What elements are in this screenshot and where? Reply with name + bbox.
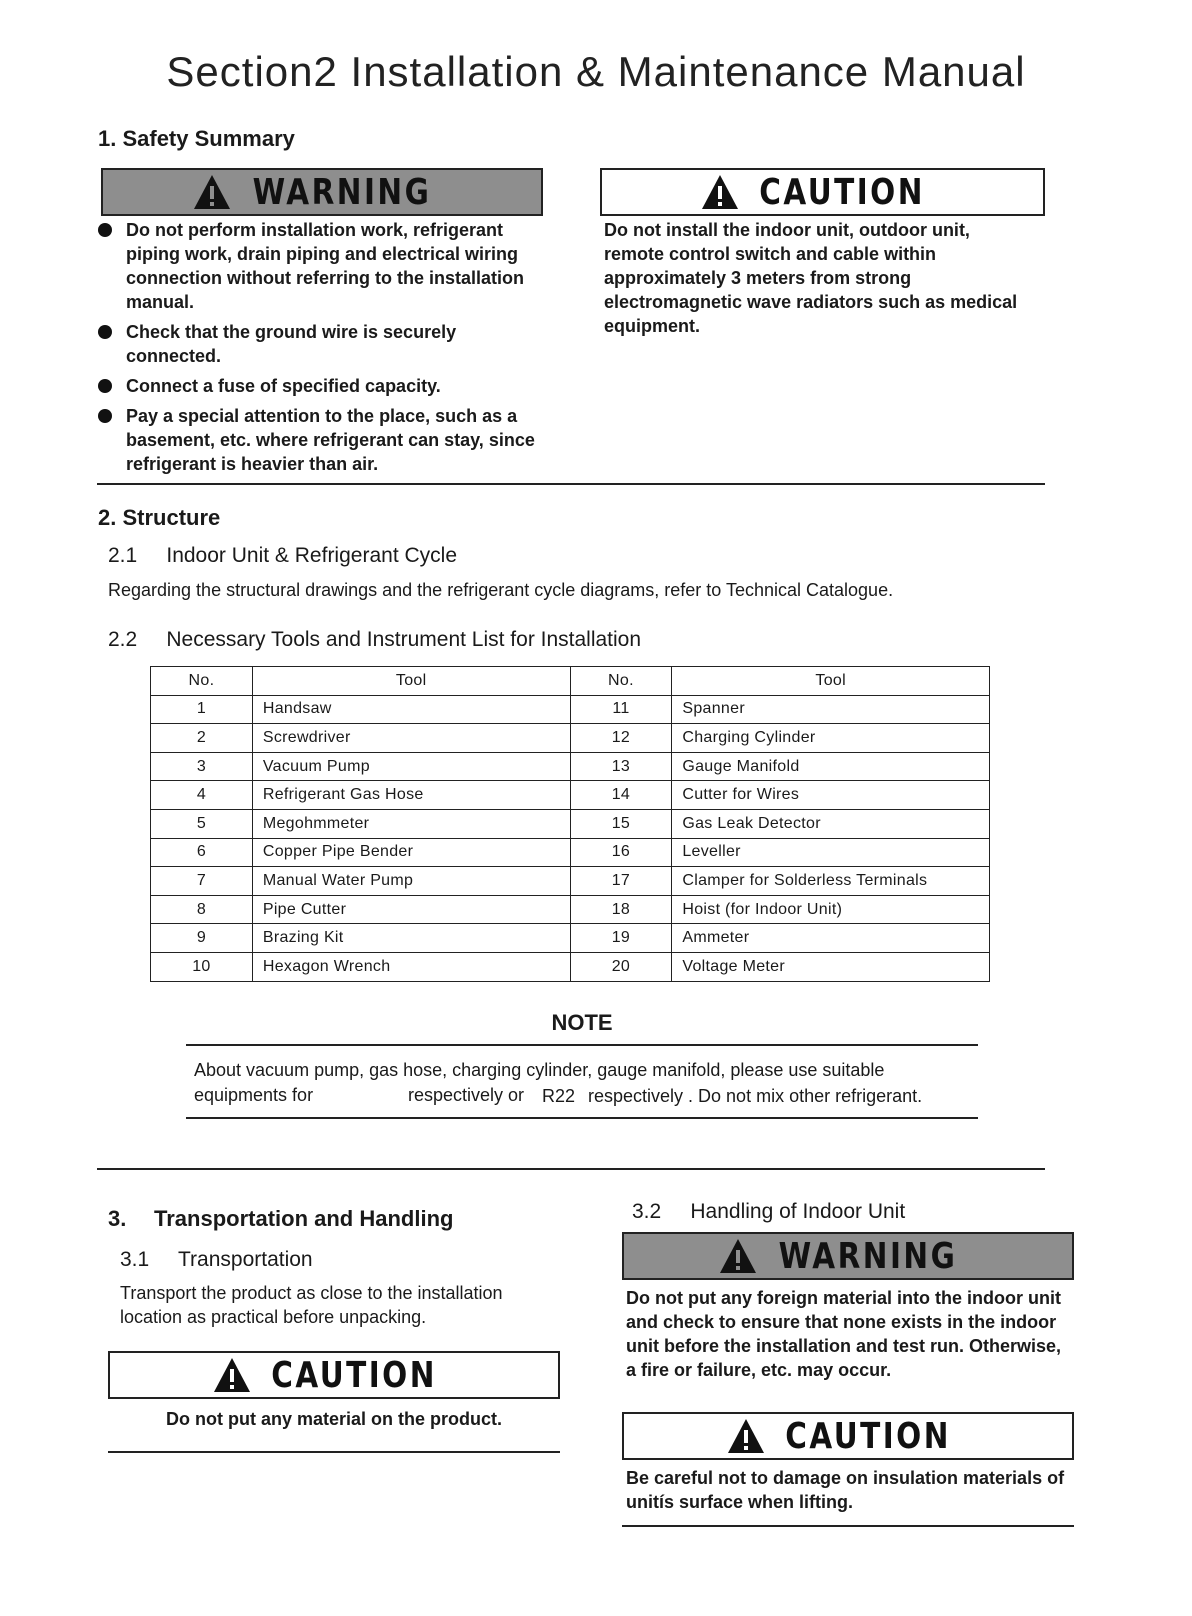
subsection-2-2-title: 2.2 Necessary Tools and Instrument List for Installation <box>108 628 642 651</box>
note-title: NOTE <box>551 1010 613 1035</box>
cell-tool: Screwdriver <box>252 724 570 753</box>
table-header-row <box>151 667 990 696</box>
cell-no: 12 <box>570 724 672 753</box>
warning-item: Pay a special attention to the place, such as a basement, etc. where refrigerant can stay, since refrigerant is heavier than air. <box>98 404 548 476</box>
cell-no: 5 <box>151 809 253 838</box>
warning-item: Check that the ground wire is securely connected. <box>98 320 548 368</box>
cell-no: 2 <box>151 724 253 753</box>
warning-label: WARNING <box>252 171 432 213</box>
table-row <box>151 781 990 810</box>
cell-tool: Gauge Manifold <box>672 752 990 781</box>
table-row <box>151 895 990 924</box>
cell-tool: Spanner <box>672 695 990 724</box>
cell-no: 16 <box>570 838 672 867</box>
subsection-3-1-title: 3.1 Transportation <box>120 1248 313 1271</box>
header-tool: Tool <box>252 667 570 696</box>
page-title: Section2 Installation & Maintenance Manual <box>166 48 1026 95</box>
note-line-2b: respectively or <box>408 1085 525 1105</box>
structure-heading: 2. Structure <box>98 505 221 530</box>
cell-tool: Pipe Cutter <box>252 895 570 924</box>
tools-table <box>150 666 990 982</box>
caution-label: CAUTION <box>271 1354 437 1396</box>
cell-no: 20 <box>570 952 672 981</box>
cell-tool: Voltage Meter <box>672 952 990 981</box>
note-line-2c: R22 <box>542 1086 576 1106</box>
cell-no: 13 <box>570 752 672 781</box>
cell-tool: Megohmmeter <box>252 809 570 838</box>
cell-no: 3 <box>151 752 253 781</box>
caution-banner <box>600 168 1045 216</box>
cell-tool: Hexagon Wrench <box>252 952 570 981</box>
divider <box>97 483 1045 485</box>
subsection-2-1-title: 2.1 Indoor Unit & Refrigerant Cycle <box>108 544 457 567</box>
cell-no: 18 <box>570 895 672 924</box>
table-row <box>151 724 990 753</box>
cell-tool: Ammeter <box>672 924 990 953</box>
cell-tool: Vacuum Pump <box>252 752 570 781</box>
transport-heading-number: 3. <box>108 1206 127 1231</box>
caution-label: CAUTION <box>785 1415 951 1457</box>
table-row <box>151 695 990 724</box>
handling-caution-text: Be careful not to damage on insulation materials of unitís surface when lifting. <box>626 1468 1065 1512</box>
cell-no: 4 <box>151 781 253 810</box>
bullet-icon <box>98 223 112 237</box>
warning-triangle-icon <box>193 174 231 210</box>
subsection-2-1-text: Regarding the structural drawings and the refrigerant cycle diagrams, refer to Technical Catalogue. <box>108 580 894 600</box>
safety-heading: 1. Safety Summary <box>98 126 295 151</box>
cell-no: 14 <box>570 781 672 810</box>
handling-warning-text: Do not put any foreign material into the indoor unit and check to ensure that none exists in the indoor unit before the installation and test run. Otherwise, a fire or failure, etc. may occur. <box>626 1288 1062 1380</box>
cell-no: 1 <box>151 695 253 724</box>
note-bottom-rule <box>186 1117 978 1119</box>
caution-text: Do not install the indoor unit, outdoor unit, remote control switch and cable within approximately 3 meters from strong electromagnetic wave radiators such as medical equipment. <box>604 220 1018 336</box>
bullet-icon <box>98 325 112 339</box>
cell-no: 15 <box>570 809 672 838</box>
divider <box>97 1168 1045 1170</box>
table-row <box>151 924 990 953</box>
cell-tool: Manual Water Pump <box>252 867 570 896</box>
header-tool: Tool <box>672 667 990 696</box>
bullet-icon <box>98 409 112 423</box>
cell-no: 10 <box>151 952 253 981</box>
note-line-1: About vacuum pump, gas hose, charging cylinder, gauge manifold, please use suitable <box>194 1060 885 1080</box>
table-row <box>151 867 990 896</box>
warning-banner <box>622 1232 1074 1280</box>
cell-no: 11 <box>570 695 672 724</box>
caution-banner <box>108 1351 560 1399</box>
cell-tool: Brazing Kit <box>252 924 570 953</box>
cell-tool: Charging Cylinder <box>672 724 990 753</box>
warning-list <box>98 218 548 482</box>
warning-item: Do not perform installation work, refrigerant piping work, drain piping and electrical wiring connection without referring to the installation manual. <box>98 218 548 314</box>
cell-no: 19 <box>570 924 672 953</box>
cell-tool: Refrigerant Gas Hose <box>252 781 570 810</box>
transport-rule <box>108 1451 560 1453</box>
warning-triangle-icon <box>719 1238 757 1274</box>
cell-tool: Clamper for Solderless Terminals <box>672 867 990 896</box>
transport-caution-text: Do not put any material on the product. <box>165 1409 502 1429</box>
caution-triangle-icon <box>213 1357 251 1393</box>
cell-no: 8 <box>151 895 253 924</box>
warning-item: Connect a fuse of specified capacity. <box>98 374 548 398</box>
note-line-2d: respectively . Do not mix other refrigerant. <box>588 1086 923 1106</box>
warning-banner <box>101 168 543 216</box>
table-row <box>151 809 990 838</box>
warning-label: WARNING <box>778 1235 958 1277</box>
table-row <box>151 752 990 781</box>
subsection-3-1-text: Transport the product as close to the installation location as practical before unpacking. <box>120 1283 503 1327</box>
cell-no: 6 <box>151 838 253 867</box>
caution-triangle-icon <box>727 1418 765 1454</box>
cell-tool: Gas Leak Detector <box>672 809 990 838</box>
table-row <box>151 952 990 981</box>
caution-triangle-icon <box>701 174 739 210</box>
transport-heading: Transportation and Handling <box>154 1206 454 1231</box>
cell-tool: Leveller <box>672 838 990 867</box>
caution-label: CAUTION <box>759 171 926 213</box>
cell-tool: Hoist (for Indoor Unit) <box>672 895 990 924</box>
header-no: No. <box>151 667 253 696</box>
cell-no: 7 <box>151 867 253 896</box>
cell-tool: Handsaw <box>252 695 570 724</box>
table-row <box>151 838 990 867</box>
cell-tool: Copper Pipe Bender <box>252 838 570 867</box>
header-no: No. <box>570 667 672 696</box>
bullet-icon <box>98 379 112 393</box>
subsection-3-2-title: 3.2 Handling of Indoor Unit <box>632 1200 906 1223</box>
note-line-2a: equipments for <box>194 1085 314 1105</box>
cell-tool: Cutter for Wires <box>672 781 990 810</box>
caution-banner <box>622 1412 1074 1460</box>
note-top-rule <box>186 1044 978 1046</box>
cell-no: 9 <box>151 924 253 953</box>
cell-no: 17 <box>570 867 672 896</box>
handling-rule <box>622 1525 1074 1527</box>
